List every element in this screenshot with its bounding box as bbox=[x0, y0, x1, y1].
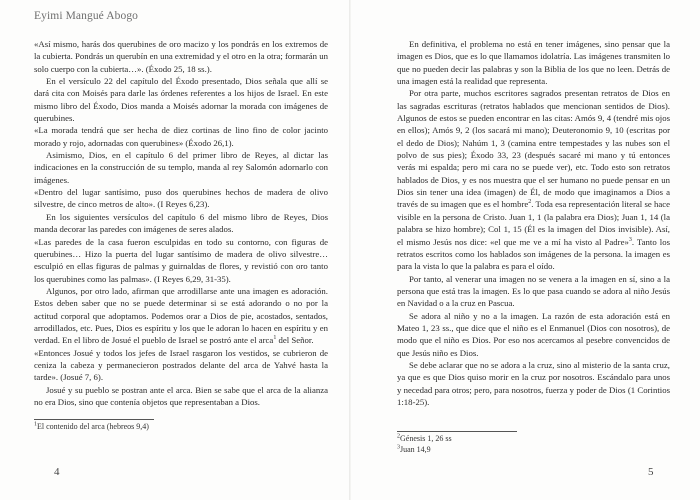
footnote-number: 3 bbox=[397, 444, 400, 451]
paragraph-quote: «Dentro del lugar santísimo, puso dos querubines hechos de madera de olivo silvestre, de cinco metros de alto». (I Reyes 6,23). bbox=[34, 187, 328, 210]
footnote-ref: 3 bbox=[628, 236, 632, 243]
paragraph: Por tanto, al venerar una imagen no se venera a la imagen en sí, sino a la persona que está tras la imagen. Es lo que pasa cuando se adora al niño Jesús en Navidad o a la cruz en Pascua. bbox=[397, 273, 670, 309]
page-number: 4 bbox=[54, 466, 60, 478]
paragraph-text: . Tanto los retratos escritos como los hablados son imágenes de la persona. la imagen es para la vista lo que la palabra es para el oído. bbox=[397, 236, 670, 272]
footnotes bbox=[397, 433, 667, 455]
paragraph: Se debe aclarar que no se adora a la cruz, sino al misterio de la santa cruz, ya que es que Dios quiso morir en la cruz por nosotros. Escándalo para unos y necedad para otros; pero, para nosotros, fuerza y poder de Dios (1 Corintios 1:18-25). bbox=[397, 359, 670, 407]
paragraph: Se adora al niño y no a la imagen. La razón de esta adoración está en Mateo 1, 23 ss., que dice que el niño es el Enmanuel (Dios con nosotros), de modo que el niño es Dios. Por eso nos acercamos al pesebre convencidos de que Jesús niño es Dios. bbox=[397, 310, 670, 358]
footnote-number: 2 bbox=[397, 433, 400, 440]
footnote-rule bbox=[397, 431, 517, 432]
footnote-number: 1 bbox=[34, 421, 37, 428]
footnote-rule bbox=[34, 419, 154, 420]
paragraph: En el versículo 22 del capítulo del Éxodo presentado, Dios señala que allí se dará cita con Moisés para darle las órdenes referentes a los hijos de Israel. En este mismo libro del Éxodo, Dios manda a Moisés adornar la morada con imágenes de querubines. bbox=[34, 76, 328, 124]
footnote-text: El contenido del arca (hebreos 9,4) bbox=[37, 422, 149, 431]
paragraph-text: Por otra parte, muchos escritores sagrados presentan retratos de Dios en las sagradas escrituras (retratos hablados que mencionan sentidos de Dios). Algunos de estos se pueden encontrar en las citas: Amós 9, 4 (tendré mis ojos en ellos); Amós 9, 2 (los sacará mi mano); Deuteronomio 9, 10 (escritas por el dedo de Dios); Nahúm 1, 3 (camina entre tempestades y las nubes son el polvo de sus pies); Éxodo 33, 23 (después sacaré mi mano y tú entonces verás mi espalda; pero mi cara no se puede ver), etc. Todo esto son retratos hablados de Dios, y es nos muestra que el ser humano no puede pensar en un Dios sin tener una idea (imagen) de Él, de modo que imaginamos a Dios a través de su imagen que es el hombre bbox=[397, 88, 670, 210]
paragraph-text: . Toda esa representación literal se hace visible en la persona de Cristo. Juan 1, 1 (la palabra era Dios); Juan 1, 14 (la palabra se hizo hombre); Col 1, 15 (Él es la imagen del Dios invisible). Así, el mismo Jesús nos dice: «el que me ve a mí ha visto al Padre» bbox=[397, 199, 670, 247]
paragraph-quote: «Las paredes de la casa fueron esculpidas en todo su contorno, con figuras de querubines… Hizo la puerta del lugar santísimo de madera de olivo silvestre… esculpió en ellas figuras de palmas y guirnaldas de flores, y revistió con oro tanto los querubines como las palmas». (I Reyes 6,29, 31-35). bbox=[34, 236, 328, 284]
right-page-body bbox=[397, 38, 670, 408]
paragraph: Josué y su pueblo se postran ante el arca. Bien se sabe que el arca de la alianza no era Dios, sino que contenía objetos que representaban a Dios. bbox=[34, 384, 328, 407]
page-number: 5 bbox=[648, 466, 654, 478]
footnote bbox=[397, 444, 667, 455]
paragraph: En los siguientes versículos del capítulo 6 del mismo libro de Reyes, Dios manda decorar las paredes con imágenes de seres alados. bbox=[34, 211, 328, 235]
footnote-text: Génesis 1, 26 ss bbox=[400, 434, 452, 443]
paragraph bbox=[34, 285, 328, 347]
paragraph bbox=[397, 87, 670, 272]
paragraph: En definitiva, el problema no está en tener imágenes, sino pensar que la imagen es Dios, que es lo que llamamos idolatría. Las imágenes transmiten lo que no pueden decir las palabras y son la Biblia de los que no leen. Detrás de una imagen está la realidad que representa. bbox=[397, 39, 670, 87]
footnotes bbox=[34, 421, 324, 432]
paragraph: Asimismo, Dios, en el capítulo 6 del primer libro de Reyes, al dictar las indicaciones en la construcción de su templo, manda al rey Salomón adornarlo con imágenes. bbox=[34, 150, 328, 185]
left-page-body bbox=[34, 38, 328, 408]
paragraph-quote: «La morada tendrá que ser hecha de diez cortinas de lino fino de color jacinto morado y rojo, adornadas con querubines» (Éxodo 26,1). bbox=[34, 125, 328, 148]
footnote-ref: 2 bbox=[528, 199, 532, 206]
running-header-author: Eyimi Mangué Abogo bbox=[34, 10, 139, 22]
paragraph-text: Algunos, por otro lado, afirman que arrodillarse ante una imagen es adoración. Estos deben saber que no se puede determinar si se está adorando o no por la actitud corporal que adoptamos. Podemos orar a Dios de pie, acostados, sentados, arrodillados, etc. Pues, Dios es espíritu y los que le adoran lo hacen en espíritu y en verdad. En el libro de Josué el pueblo de Israel se postró ante el arca bbox=[34, 285, 328, 346]
footnote bbox=[397, 433, 667, 444]
paragraph-text: del Señor. bbox=[276, 335, 314, 346]
paragraph-quote: «Así mismo, harás dos querubines de oro macizo y los pondrás en los extremos de la cubierta. Pondrás un querubín en una extremidad y el otro en la otra; formarán un solo cuerpo con la cubierta…». (Éxodo 25, 18 ss.). bbox=[34, 39, 328, 74]
footnote-text: Juan 14,9 bbox=[400, 445, 431, 454]
paragraph-quote: «Entonces Josué y todos los jefes de Israel rasgaron los vestidos, se cubrieron de ceniza la cabeza y permanecieron postrados delante del arca de Yahvé hasta la tarde». (Josué 7, 6). bbox=[34, 347, 328, 383]
right-page bbox=[351, 0, 700, 500]
footnote-ref: 1 bbox=[273, 335, 277, 342]
footnote bbox=[34, 421, 324, 432]
